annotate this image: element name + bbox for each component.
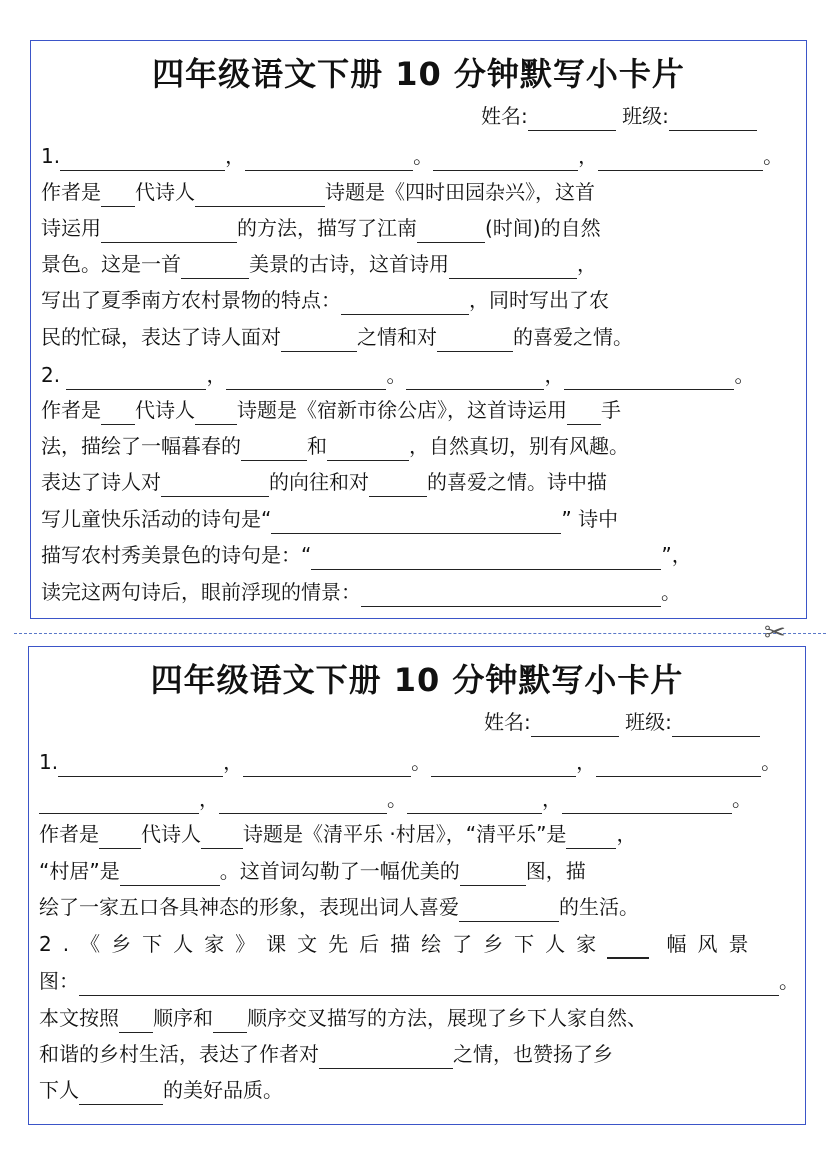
text-line <box>41 177 595 207</box>
q1-poem-line <box>41 141 783 171</box>
punct: ， <box>578 144 599 168</box>
text: 美景的古诗，这首诗用 <box>249 252 449 276</box>
blank[interactable] <box>119 1008 153 1033</box>
text-line <box>39 1039 613 1069</box>
text-line <box>41 431 629 461</box>
text: 图： <box>39 969 79 993</box>
punct: 。 <box>386 363 407 387</box>
punct: ， <box>225 144 246 168</box>
text: 诗运用 <box>41 216 101 240</box>
text-line <box>39 1075 283 1105</box>
text-line <box>41 213 601 243</box>
text: 之情和对 <box>357 325 437 349</box>
text: 之情，也赞扬了乡 <box>453 1042 613 1066</box>
text: 的方法，描写了江南 <box>237 216 417 240</box>
text: 的美好品质。 <box>163 1078 283 1102</box>
blank[interactable] <box>311 545 661 570</box>
text: ， <box>577 252 597 276</box>
punct: ， <box>544 363 565 387</box>
card-title: 四年级语文下册 10 分钟默写小卡片 <box>150 661 684 699</box>
text-line <box>41 249 597 279</box>
punct: ， <box>199 787 219 811</box>
blank[interactable] <box>607 933 649 959</box>
punct: ， <box>206 363 227 387</box>
blank[interactable] <box>39 789 199 814</box>
text: 写出了夏季南方农村景物的特点： <box>41 288 341 312</box>
blank[interactable] <box>361 582 661 607</box>
text: 民的忙碌，表达了诗人面对 <box>41 325 281 349</box>
text-line <box>41 285 609 315</box>
punct: 。 <box>387 787 407 811</box>
name-label: 姓名: <box>484 710 531 734</box>
blank[interactable] <box>99 824 141 849</box>
text-line <box>41 577 681 607</box>
dictation-card-1 <box>30 40 807 619</box>
text: 的喜爱之情。 <box>513 325 633 349</box>
punct: 。 <box>763 144 784 168</box>
text: 本文按照 <box>39 1006 119 1030</box>
text: (时间)的自然 <box>485 216 601 240</box>
text-line <box>39 1003 647 1033</box>
blank[interactable] <box>407 789 542 814</box>
blank[interactable] <box>564 365 734 390</box>
dictation-card-2 <box>28 646 806 1125</box>
text: 诗题是《宿新市徐公店》，这首诗运用 <box>237 398 567 422</box>
blank[interactable] <box>281 327 357 352</box>
blank[interactable] <box>562 789 732 814</box>
text: 2.《乡下人家》课文先后描绘了乡下人家 <box>39 932 608 956</box>
text: 和 <box>307 434 327 458</box>
text: 景色。这是一首 <box>41 252 181 276</box>
blank[interactable] <box>327 436 409 461</box>
blank[interactable] <box>201 824 243 849</box>
text: 绘了一家五口各具神态的形象，表现出词人喜爱 <box>39 895 459 919</box>
punct: 。 <box>411 750 432 774</box>
blank[interactable] <box>596 752 761 777</box>
question-number: 2. <box>41 363 61 387</box>
text-line <box>39 819 636 849</box>
name-class-row <box>484 707 760 737</box>
blank[interactable] <box>120 861 220 886</box>
blank[interactable] <box>566 824 616 849</box>
text-line <box>39 856 586 886</box>
text: 代诗人 <box>135 180 195 204</box>
blank[interactable] <box>437 327 513 352</box>
blank[interactable] <box>60 146 225 171</box>
name-label: 姓名: <box>481 104 528 128</box>
text: 诗题是《清平乐 ·村居》，“清平乐”是 <box>243 822 567 846</box>
blank[interactable] <box>319 1044 453 1069</box>
text: ”， <box>661 543 692 567</box>
text: 。 <box>661 580 681 604</box>
blank[interactable] <box>195 400 237 425</box>
text-line <box>41 395 621 425</box>
blank[interactable] <box>598 146 763 171</box>
text-line <box>39 929 759 959</box>
blank[interactable] <box>101 182 135 207</box>
text: 的向往和对 <box>269 470 369 494</box>
text: 。这首词勾勒了一幅优美的 <box>219 859 460 883</box>
blank[interactable] <box>369 472 427 497</box>
q1-poem-line-2 <box>39 784 752 814</box>
text: “村居”是 <box>39 859 120 883</box>
text: 下人 <box>39 1078 79 1102</box>
blank[interactable] <box>213 1008 247 1033</box>
blank[interactable] <box>195 182 325 207</box>
blank[interactable] <box>66 365 206 390</box>
blank[interactable] <box>101 400 135 425</box>
blank[interactable] <box>79 1080 163 1105</box>
text: 幅风景 <box>666 932 760 956</box>
blank[interactable] <box>219 789 387 814</box>
text: 和谐的乡村生活，表达了作者对 <box>39 1042 319 1066</box>
text: 读完这两句诗后，眼前浮现的情景： <box>41 580 361 604</box>
punct: 。 <box>734 363 755 387</box>
blank[interactable] <box>271 509 561 534</box>
text-line <box>41 540 692 570</box>
text: 作者是 <box>41 398 101 422</box>
text-line <box>39 892 639 922</box>
blank[interactable] <box>417 218 485 243</box>
text: 表达了诗人对 <box>41 470 161 494</box>
text: 的生活。 <box>559 895 639 919</box>
card-title: 四年级语文下册 10 分钟默写小卡片 <box>152 55 685 93</box>
text: 顺序交叉描写的方法，展现了乡下人家自然、 <box>247 1006 647 1030</box>
question-number: 1. <box>41 144 61 168</box>
punct: ， <box>576 750 597 774</box>
blank[interactable] <box>459 897 559 922</box>
text: 写儿童快乐活动的诗句是“ <box>41 507 272 531</box>
class-field[interactable] <box>669 106 757 131</box>
blank[interactable] <box>161 472 269 497</box>
punct: ， <box>223 750 244 774</box>
blank[interactable] <box>406 365 544 390</box>
blank[interactable] <box>241 436 307 461</box>
text-line <box>39 966 799 996</box>
text: 图，描 <box>525 859 586 883</box>
q1-poem-line <box>39 747 781 777</box>
blank[interactable] <box>449 254 577 279</box>
blank[interactable] <box>245 146 413 171</box>
class-field[interactable] <box>672 712 760 737</box>
punct: 。 <box>413 144 434 168</box>
cut-line <box>14 633 826 634</box>
text: ，自然真切，别有风趣。 <box>409 434 629 458</box>
name-field[interactable] <box>528 106 616 131</box>
text: 的喜爱之情。诗中描 <box>427 470 607 494</box>
text: ， <box>616 822 637 846</box>
text: ，同时写出了农 <box>469 288 609 312</box>
text-line <box>41 504 618 534</box>
text: 作者是 <box>41 180 101 204</box>
blank[interactable] <box>101 218 237 243</box>
class-label: 班级: <box>622 104 669 128</box>
class-label: 班级: <box>625 710 672 734</box>
blank[interactable] <box>79 971 779 996</box>
blank[interactable] <box>460 861 526 886</box>
blank[interactable] <box>226 365 386 390</box>
question-number: 1. <box>39 750 59 774</box>
text: 诗题是《四时田园杂兴》，这首 <box>325 180 595 204</box>
blank[interactable] <box>243 752 411 777</box>
blank[interactable] <box>58 752 223 777</box>
text-line <box>41 322 633 352</box>
blank[interactable] <box>181 254 249 279</box>
blank[interactable] <box>433 146 578 171</box>
punct: 。 <box>761 750 782 774</box>
text: 描写农村秀美景色的诗句是：“ <box>41 543 312 567</box>
text: 手 <box>601 398 621 422</box>
punct: 。 <box>732 787 752 811</box>
name-field[interactable] <box>531 712 619 737</box>
text: 顺序和 <box>153 1006 213 1030</box>
blank[interactable] <box>341 290 469 315</box>
text: 代诗人 <box>135 398 195 422</box>
name-class-row <box>481 101 757 131</box>
q2-poem-line <box>41 360 754 390</box>
scissors-icon: ✂ <box>764 618 786 648</box>
text-line <box>41 467 607 497</box>
text: 法，描绘了一幅暮春的 <box>41 434 241 458</box>
text: ” 诗中 <box>561 507 619 531</box>
blank[interactable] <box>431 752 576 777</box>
text: 作者是 <box>39 822 99 846</box>
punct: ， <box>542 787 562 811</box>
text: 代诗人 <box>141 822 201 846</box>
blank[interactable] <box>567 400 601 425</box>
text: 。 <box>779 969 799 993</box>
